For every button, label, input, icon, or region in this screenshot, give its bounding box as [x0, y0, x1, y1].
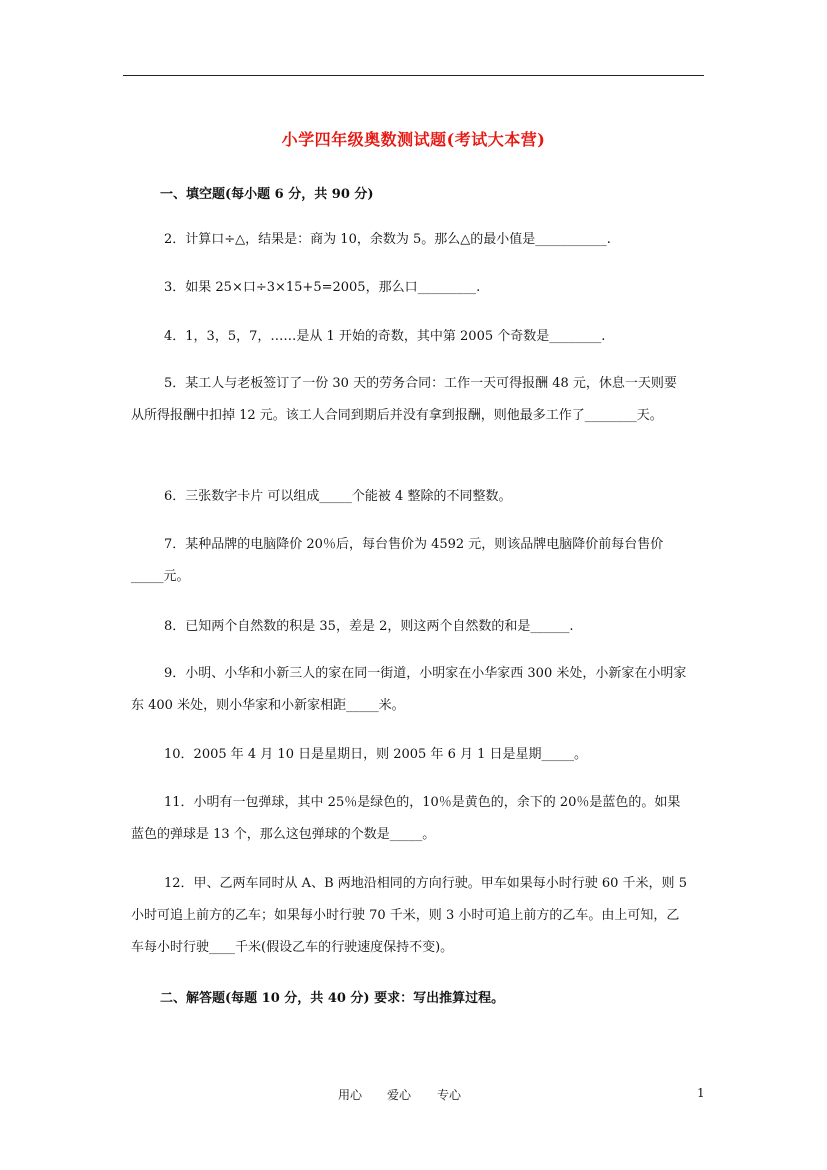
- footer-slogan-1: 用心: [338, 1088, 363, 1102]
- question-12: 12．甲、乙两车同时从 A、B 两地沿相同的方向行驶。甲车如果每小时行驶 60 千米，则 5 小时可追上前方的乙车；如果每小时行驶 70 千米，则 3 小时可追上前方的乙车。由上可知，乙车每小时行驶____千米(假设乙车的行驶速度保持不变)。: [131, 876, 687, 955]
- question-9: 9．小明、小华和小新三人的家在同一街道，小明家在小华家西 300 米处，小新家在小明家东 400 米处，则小华家和小新家相距_____米。: [131, 666, 687, 713]
- question-10: 10．2005 年 4 月 10 日是星期日，则 2005 年 6 月 1 日是星期_____。: [164, 747, 588, 762]
- question-2: 2．计算口÷△，结果是：商为 10，余数为 5。那么△的最小值是___________.: [164, 232, 611, 247]
- question-4: 4．1，3，5，7，……是从 1 开始的奇数，其中第 2005 个奇数是________.: [164, 329, 606, 344]
- question-3: 3．如果 25×口÷3×15+5=2005，那么口_________.: [164, 280, 481, 295]
- question-7: 7．某种品牌的电脑降价 20％后，每台售价为 4592 元，则该品牌电脑降价前每台售价_____元。: [131, 537, 664, 584]
- footer-slogan-3: 专心: [437, 1088, 462, 1102]
- section-heading-solutions: 二、解答题(每题 10 分，共 40 分) 要求：写出推算过程。: [160, 991, 505, 1006]
- section-heading-fill-in: 一、填空题(每小题 6 分，共 90 分): [160, 187, 374, 202]
- question-5: 5．某工人与老板签订了一份 30 天的劳务合同：工作一天可得报酬 48 元，休息一天则要从所得报酬中扣掉 12 元。该工人合同到期后并没有拿到报酬，则他最多工作了________天。: [131, 376, 677, 423]
- question-11: 11．小明有一包弹球，其中 25％是绿色的，10％是黄色的，余下的 20％是蓝色的。如果蓝色的弹球是 13 个，那么这包弹球的个数是_____。: [131, 795, 681, 842]
- document-title: 小学四年级奥数测试题(考试大本营): [281, 130, 546, 149]
- question-8: 8．已知两个自然数的积是 35，差是 2，则这两个自然数的和是______.: [164, 619, 574, 634]
- page-number: 1: [697, 1086, 705, 1100]
- question-6: 6．三张数字卡片 可以组成_____个能被 4 整除的不同整数。: [164, 489, 512, 504]
- header-rule: [123, 75, 704, 76]
- footer-slogan-2: 爱心: [387, 1088, 412, 1102]
